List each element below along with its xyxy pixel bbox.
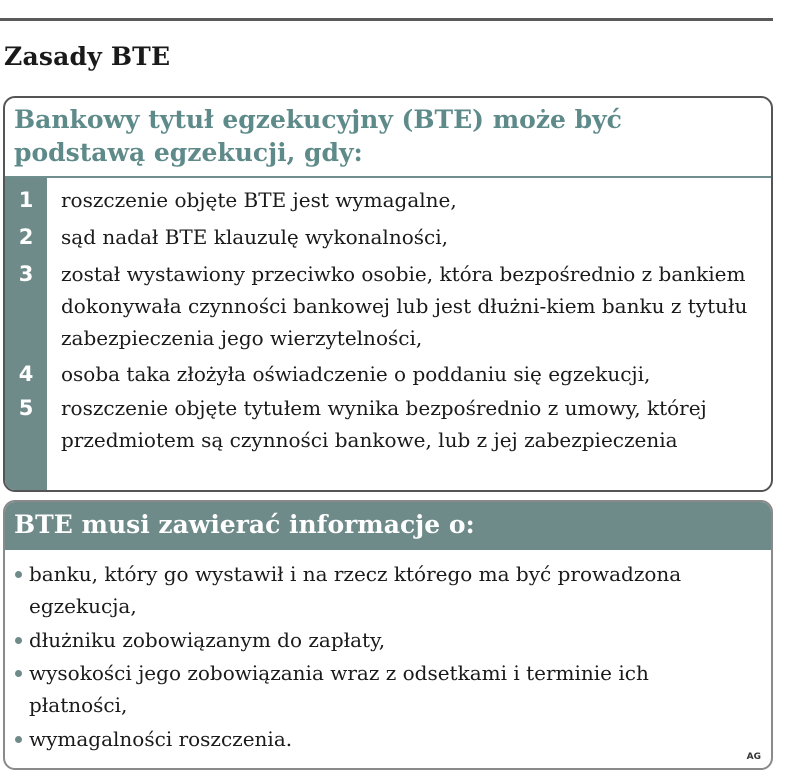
bullet-dot bbox=[15, 670, 22, 677]
conditions-divider bbox=[5, 176, 771, 178]
condition-text: został wystawiony przeciwko osobie, która bezpośrednio z bankiem dokonywała czynności bankowej lub jest dłużni-kiem banku z tytułu zabezpieczenia jego wierzytelności, bbox=[61, 262, 748, 350]
condition-number: 5 bbox=[18, 396, 34, 420]
condition-text: osoba taka złożyła oświadczenie o poddaniu się egzekucji, bbox=[61, 362, 651, 386]
author-credit: AG bbox=[746, 752, 761, 762]
page-title: Zasady BTE bbox=[4, 42, 171, 71]
info-bullet-text: banku, który go wystawił i na rzecz którego ma być prowadzona egzekucja, bbox=[29, 562, 682, 618]
condition-text: roszczenie objęte BTE jest wymagalne, bbox=[61, 188, 457, 212]
bullet-dot bbox=[15, 736, 22, 743]
conditions-heading: Bankowy tytuł egzekucyjny (BTE) może być podstawą egzekucji, gdy: bbox=[14, 105, 622, 167]
information-box bbox=[3, 500, 773, 770]
information-heading: BTE musi zawierać informacje o: bbox=[14, 510, 475, 539]
condition-number: 1 bbox=[18, 188, 34, 212]
bullet-dot bbox=[15, 637, 22, 644]
information-header bbox=[5, 502, 771, 550]
bullet-dot bbox=[15, 571, 22, 578]
info-bullet-text: wysokości jego zobowiązania wraz z odsetkami i terminie ich płatności, bbox=[29, 661, 649, 717]
top-rule bbox=[0, 18, 773, 21]
condition-number: 3 bbox=[18, 262, 34, 286]
conditions-box bbox=[3, 96, 773, 492]
condition-number: 4 bbox=[18, 362, 34, 386]
condition-number: 2 bbox=[18, 225, 34, 249]
condition-text: sąd nadał BTE klauzulę wykonalności, bbox=[61, 225, 448, 249]
info-bullet-text: wymagalności roszczenia. bbox=[29, 727, 293, 751]
condition-text: roszczenie objęte tytułem wynika bezpośrednio z umowy, której przedmiotem są czynności bankowe, lub z jej zabezpieczenia bbox=[61, 396, 707, 452]
info-bullet-text: dłużniku zobowiązanym do zapłaty, bbox=[29, 628, 386, 652]
